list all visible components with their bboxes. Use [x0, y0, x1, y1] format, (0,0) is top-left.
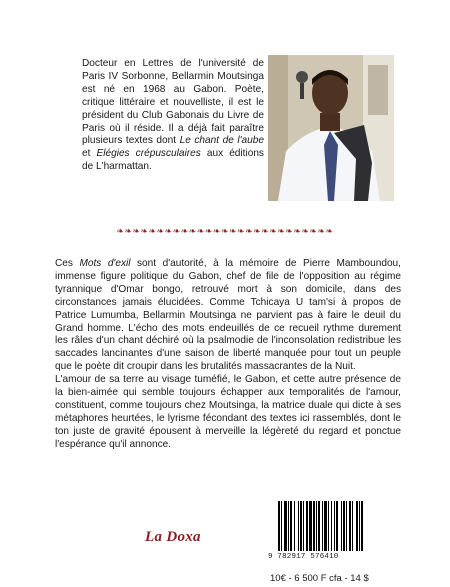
paragraph-2: L'amour de sa terre au visage tuméfié, le Gabon, et cette autre présence de la bien-aimée qui semble toujours échapper aux temporalités de l'amour, constituent, comme toujours chez Moutsinga, la matrice duale qui dicte à ses métaphores heurtées, le lyrisme fécondant des textes ici rassemblés, dont le ton juste de gravité épousent à merveille la légèreté du regard et ponctue l'espérance qu'il annonce.: [55, 374, 401, 450]
isbn-digits: 9 782917 576410: [268, 553, 339, 561]
collection-title: Mots d'exil: [79, 258, 131, 269]
author-bio-text: Docteur en Lettres de l'université de Paris IV Sorbonne, Bellarmin Moutsinga est né en 1968 au Gabon. Poète, critique littéraire et nouvelliste, il est le président du Club Gabonais du Livre de Paris où il réside. Il a déjà fait paraître plusieurs textes dont: [82, 58, 264, 147]
paragraph-1: [55, 258, 401, 374]
book-title-elegies: Elégies crépusculaires: [96, 148, 201, 160]
publisher-logo: La Doxa: [145, 529, 201, 545]
barcode: [276, 499, 396, 559]
author-photo: [268, 55, 394, 201]
book-title-chant: Le chant de l'aube: [179, 135, 265, 147]
author-bio-and: et: [82, 148, 97, 160]
author-bio-end: aux éditions de L'harmattan.: [82, 148, 264, 173]
back-cover-text: [55, 258, 401, 452]
ornamental-divider: ❧❧❧❧❧❧❧❧❧❧❧❧❧❧❧❧❧❧❧❧❧❧❧❧❧❧❧: [116, 226, 334, 236]
price-line: 10€ - 6 500 F cfa - 14 $: [270, 573, 369, 584]
p1-rest: sont d'autorité, à la mémoire de Pierre Mamboundou, immense figure politique du Gabon, chef de file de l'opposition au régime tyrannique d'Omar bongo, retrouvé mort à son domicile, dans des circonstances jamais élucidées. Comme Tchicaya U tam'si à propos de Patrice Lumumba, Bellarmin Moutsinga ne parvient pas à faire le deuil du Grand homme. L'écho des mots endeuillés de ce recueil rythme durement les râles d'un chant déchiré où la psalmodie de l'inconsolation redistribue les saccades lancinantes d'une saison de liberté manquée pour tout un peuple que le poète dit croupir dans les brutalités massacrantes de la Nuit.: [55, 258, 401, 373]
author-bio: [82, 58, 264, 174]
p1-start: Ces: [55, 258, 80, 269]
